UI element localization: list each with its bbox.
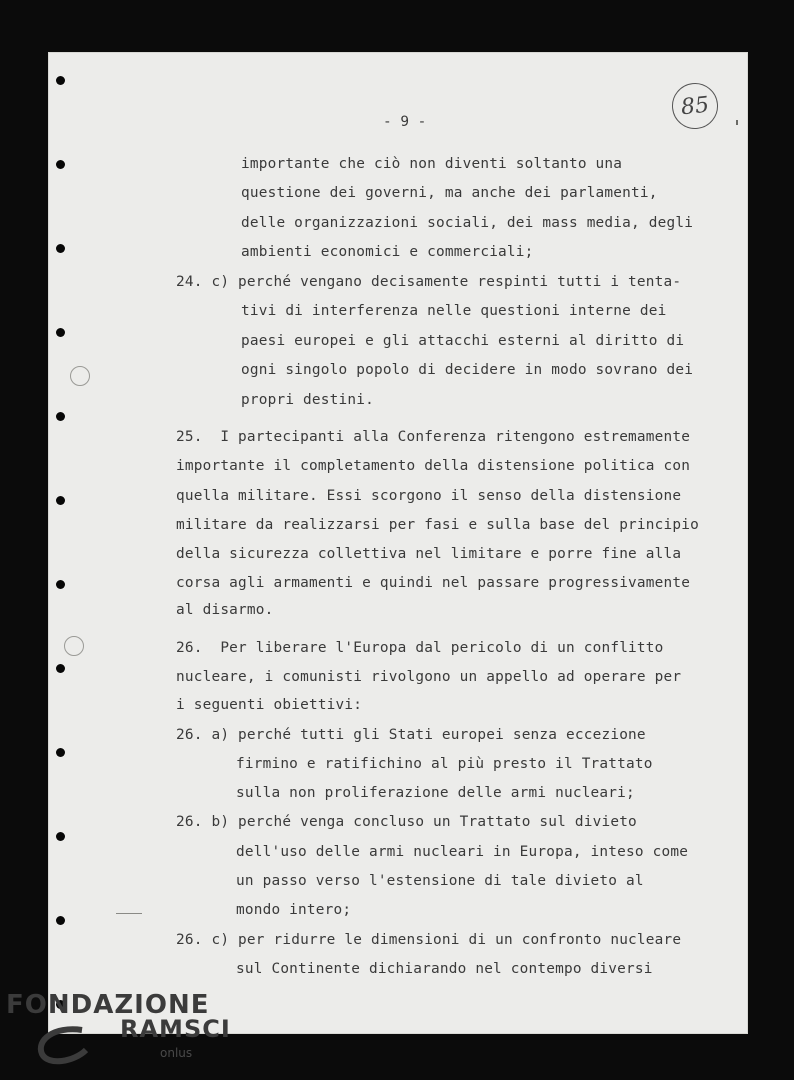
text-line: della sicurezza collettiva nel limitare e porre fine alla [176,546,682,562]
text-line: importante che ciò non diventi soltanto una [241,156,623,172]
punch-hole [56,328,65,337]
archive-stamp-number: 85 [670,81,721,132]
punch-hole [56,748,65,757]
margin-mark [736,120,738,125]
text-line: 24. c) perché vengano decisamente respinti tutti i tenta- [176,274,682,290]
text-line: mondo intero; [236,902,352,918]
text-line: paesi europei e gli attacchi esterni al diritto di [241,333,685,349]
text-line: 26. c) per ridurre le dimensioni di un confronto nucleare [176,932,682,948]
text-line: 25. I partecipanti alla Conferenza ritengono estremamente [176,429,691,445]
punch-hole [56,664,65,673]
text-line: ogni singolo popolo di decidere in modo sovrano dei [241,362,694,378]
punch-hole [56,244,65,253]
page-number: - 9 - [383,114,427,130]
text-line: nucleare, i comunisti rivolgono un appello ad operare per [176,669,682,685]
text-line: sul Continente dichiarando nel contempo diversi [236,961,653,977]
text-line: tivi di interferenza nelle questioni interne dei [241,303,667,319]
text-line: sulla non proliferazione delle armi nucleari; [236,785,635,801]
punch-hole [56,160,65,169]
punch-hole [56,580,65,589]
text-line: militare da realizzarsi per fasi e sulla base del principio [176,517,699,533]
text-line: delle organizzazioni sociali, dei mass media, degli [241,215,694,231]
punch-hole-ring [70,366,90,386]
text-line: 26. b) perché venga concluso un Trattato sul divieto [176,814,637,830]
text-line: ambienti economici e commerciali; [241,244,534,260]
watermark-logo-text-2: RAMSCI [120,1015,231,1043]
text-line: un passo verso l'estensione di tale divieto al [236,873,644,889]
text-line: dell'uso delle armi nucleari in Europa, inteso come [236,844,689,860]
text-line: quella militare. Essi scorgono il senso della distensione [176,488,682,504]
watermark-logo-icon [34,1022,94,1066]
text-line: questione dei governi, ma anche dei parlamenti, [241,185,658,201]
margin-dash [116,913,142,914]
punch-hole [56,916,65,925]
text-line: 26. a) perché tutti gli Stati europei senza eccezione [176,727,646,743]
text-line: al disarmo. [176,602,274,618]
punch-hole [56,496,65,505]
text-line: firmino e ratifichino al più presto il Trattato [236,756,653,772]
punch-hole [56,832,65,841]
text-line: importante il completamento della distensione politica con [176,458,691,474]
punch-hole-ring [64,636,84,656]
text-line: corsa agli armamenti e quindi nel passare progressivamente [176,575,691,591]
text-line: propri destini. [241,392,374,408]
punch-hole [56,76,65,85]
text-line: i seguenti obiettivi: [176,697,363,713]
watermark-logo-subtext: onlus [160,1046,193,1060]
watermark-logo-text: FONDAZIONE [6,990,210,1020]
punch-hole [56,412,65,421]
text-line: 26. Per liberare l'Europa dal pericolo di un conflitto [176,640,664,656]
